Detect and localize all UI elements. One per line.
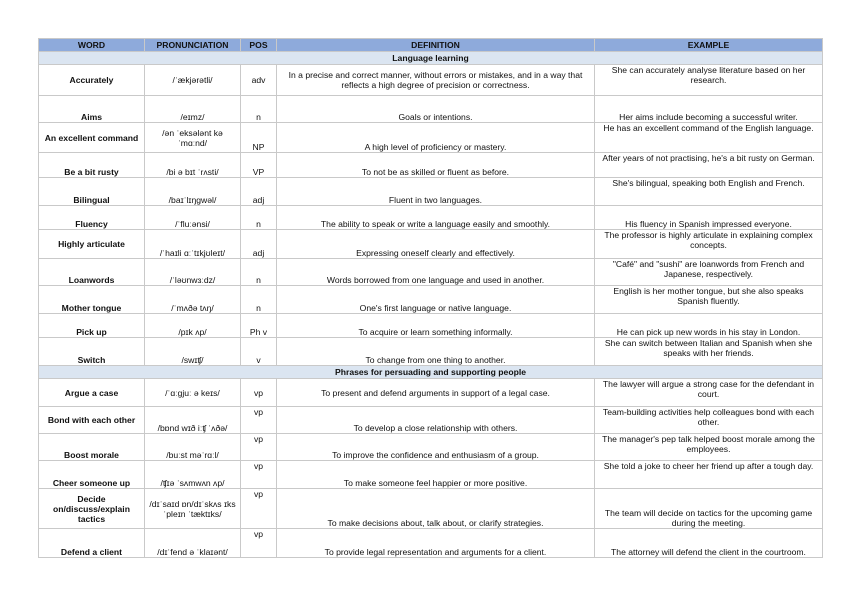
pos-cell: vp [241,489,277,529]
definition-cell: To make decisions about, talk about, or clarify strategies. [277,489,595,529]
word-cell: Decide on/discuss/explain tactics [39,489,145,529]
definition-cell: To change from one thing to another. [277,338,595,366]
table-row [39,379,823,407]
table-row [39,338,823,366]
table-row [39,314,823,338]
pos-cell: adv [241,65,277,96]
definition-cell: Fluent in two languages. [277,178,595,206]
pronunciation-cell: /baɪˈlɪŋgwəl/ [145,178,241,206]
example-cell: Her aims include becoming a successful writer. [595,96,823,123]
pos-cell: n [241,206,277,230]
example-cell: The manager's pep talk helped boost morale among the employees. [595,434,823,461]
header-definition: DEFINITION [277,39,595,52]
pronunciation-cell: /ˈləʊnwɜːdz/ [145,259,241,286]
section-header [39,52,823,65]
table-row [39,461,823,489]
pronunciation-cell: /ˈhaɪli ɑːˈtɪkjʊleɪt/ [145,230,241,259]
vocabulary-table [38,38,823,558]
header-word: WORD [39,39,145,52]
definition-cell: In a precise and correct manner, without errors or mistakes, and in a way that reflects a high degree of precision or correctness. [277,65,595,96]
word-cell: Defend a client [39,529,145,558]
table-row [39,96,823,123]
section-header [39,366,823,379]
table-row [39,407,823,434]
table-row [39,206,823,230]
example-cell: She can switch between Italian and Spanish when she speaks with her friends. [595,338,823,366]
definition-cell: To provide legal representation and arguments for a client. [277,529,595,558]
pronunciation-cell: /bɒnd wɪð iːʧ ˈʌðə/ [145,407,241,434]
word-cell: Cheer someone up [39,461,145,489]
table-row [39,434,823,461]
pos-cell: adj [241,178,277,206]
word-cell: An excellent command [39,123,145,153]
table-row [39,178,823,206]
word-cell: Accurately [39,65,145,96]
word-cell: Argue a case [39,379,145,407]
definition-cell: A high level of proficiency or mastery. [277,123,595,153]
word-cell: Mother tongue [39,286,145,314]
pronunciation-cell: /dɪˈsaɪd ɒn/dɪˈskʌs ɪksˈpleɪn ˈtæktɪks/ [145,489,241,529]
header-row [39,39,823,52]
definition-cell: To make someone feel happier or more positive. [277,461,595,489]
table-row [39,259,823,286]
table-row [39,65,823,96]
definition-cell: To present and defend arguments in support of a legal case. [277,379,595,407]
header-pronunciation: PRONUNCIATION [145,39,241,52]
example-cell: He has an excellent command of the English language. [595,123,823,153]
pos-cell: vp [241,407,277,434]
table-row [39,286,823,314]
pos-cell: VP [241,153,277,178]
definition-cell: Expressing oneself clearly and effectively. [277,230,595,259]
example-cell: The professor is highly articulate in explaining complex concepts. [595,230,823,259]
pronunciation-cell: /ˈækjərətli/ [145,65,241,96]
word-cell: Fluency [39,206,145,230]
word-cell: Switch [39,338,145,366]
pronunciation-cell: /ˈfluːənsi/ [145,206,241,230]
pos-cell: n [241,259,277,286]
example-cell: The lawyer will argue a strong case for the defendant in court. [595,379,823,407]
pronunciation-cell: /ən ˈeksələnt kəˈmɑːnd/ [145,123,241,153]
definition-cell: One's first language or native language. [277,286,595,314]
section-title: Phrases for persuading and supporting people [39,366,823,379]
pronunciation-cell: /swɪʧ/ [145,338,241,366]
example-cell: He can pick up new words in his stay in London. [595,314,823,338]
pronunciation-cell: /buːst məˈrɑːl/ [145,434,241,461]
word-cell: Loanwords [39,259,145,286]
definition-cell: Goals or intentions. [277,96,595,123]
pos-cell: Ph v [241,314,277,338]
definition-cell: Words borrowed from one language and used in another. [277,259,595,286]
word-cell: Bilingual [39,178,145,206]
word-cell: Aims [39,96,145,123]
pos-cell: NP [241,123,277,153]
example-cell: She's bilingual, speaking both English and French. [595,178,823,206]
example-cell: His fluency in Spanish impressed everyone. [595,206,823,230]
pos-cell: vp [241,529,277,558]
header-pos: POS [241,39,277,52]
example-cell: The team will decide on tactics for the upcoming game during the meeting. [595,489,823,529]
word-cell: Bond with each other [39,407,145,434]
pos-cell: v [241,338,277,366]
table-row [39,489,823,529]
word-cell: Pick up [39,314,145,338]
word-cell: Be a bit rusty [39,153,145,178]
header-example: EXAMPLE [595,39,823,52]
definition-cell: To improve the confidence and enthusiasm of a group. [277,434,595,461]
pos-cell: adj [241,230,277,259]
example-cell: Team-building activities help colleagues bond with each other. [595,407,823,434]
pos-cell: n [241,96,277,123]
pos-cell: n [241,286,277,314]
table-row [39,153,823,178]
pronunciation-cell: /dɪˈfend ə ˈklaɪənt/ [145,529,241,558]
word-cell: Boost morale [39,434,145,461]
section-title: Language learning [39,52,823,65]
definition-cell: To develop a close relationship with others. [277,407,595,434]
example-cell: English is her mother tongue, but she also speaks Spanish fluently. [595,286,823,314]
example-cell: The attorney will defend the client in the courtroom. [595,529,823,558]
definition-cell: To acquire or learn something informally. [277,314,595,338]
example-cell: "Café" and "sushi" are loanwords from French and Japanese, respectively. [595,259,823,286]
pronunciation-cell: /eɪmz/ [145,96,241,123]
example-cell: After years of not practising, he's a bit rusty on German. [595,153,823,178]
pos-cell: vp [241,379,277,407]
definition-cell: To not be as skilled or fluent as before. [277,153,595,178]
pos-cell: vp [241,434,277,461]
pronunciation-cell: /ʧɪə ˈsʌmwʌn ʌp/ [145,461,241,489]
pronunciation-cell: /ˈɑːgjuː ə keɪs/ [145,379,241,407]
pos-cell: vp [241,461,277,489]
pronunciation-cell: /ˈmʌðə tʌŋ/ [145,286,241,314]
word-cell: Highly articulate [39,230,145,259]
pronunciation-cell: /pɪk ʌp/ [145,314,241,338]
pronunciation-cell: /bi ə bɪt ˈrʌsti/ [145,153,241,178]
example-cell: She can accurately analyse literature based on her research. [595,65,823,96]
definition-cell: The ability to speak or write a language easily and smoothly. [277,206,595,230]
example-cell: She told a joke to cheer her friend up after a tough day. [595,461,823,489]
table-row [39,123,823,153]
table-row [39,230,823,259]
table-row [39,529,823,558]
